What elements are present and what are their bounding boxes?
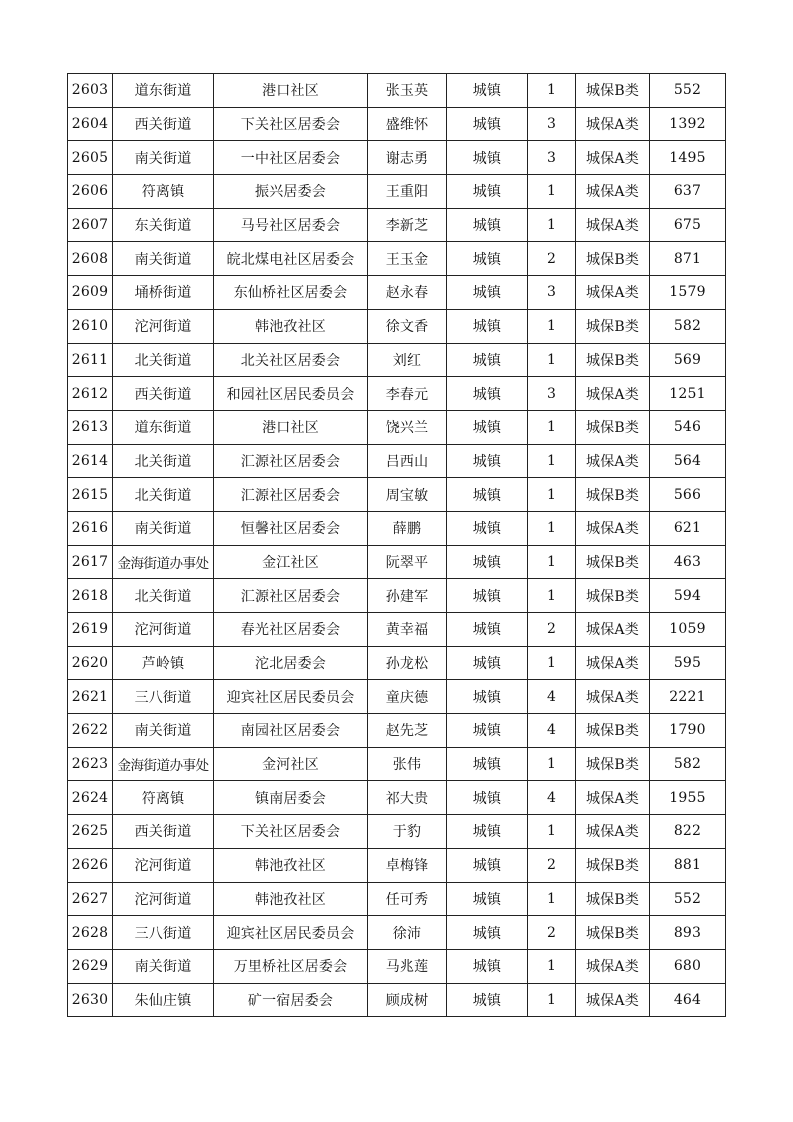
household-count-cell: 2	[528, 916, 576, 950]
household-count-cell: 1	[528, 983, 576, 1017]
street-cell: 南关街道	[113, 511, 214, 545]
amount-cell: 680	[650, 949, 726, 983]
table-row	[68, 175, 726, 209]
street-cell: 道东街道	[113, 410, 214, 444]
street-cell: 符离镇	[113, 175, 214, 209]
table-row	[68, 276, 726, 310]
table-row	[68, 545, 726, 579]
household-count-cell: 1	[528, 747, 576, 781]
household-count-cell: 1	[528, 579, 576, 613]
area-type-cell: 城镇	[447, 343, 528, 377]
category-cell: 城保B类	[576, 747, 650, 781]
serial-number-cell: 2619	[68, 613, 113, 647]
street-cell: 北关街道	[113, 343, 214, 377]
area-type-cell: 城镇	[447, 377, 528, 411]
street-cell: 西关街道	[113, 815, 214, 849]
household-count-cell: 3	[528, 276, 576, 310]
table-row	[68, 107, 726, 141]
serial-number-cell: 2617	[68, 545, 113, 579]
serial-number-cell: 2610	[68, 309, 113, 343]
community-cell: 恒馨社区居委会	[214, 511, 368, 545]
category-cell: 城保A类	[576, 781, 650, 815]
table-row	[68, 815, 726, 849]
table-row	[68, 74, 726, 108]
street-cell: 沱河街道	[113, 309, 214, 343]
street-cell: 沱河街道	[113, 613, 214, 647]
amount-cell: 463	[650, 545, 726, 579]
table-row	[68, 141, 726, 175]
amount-cell: 582	[650, 747, 726, 781]
recipient-name-cell: 任可秀	[368, 882, 447, 916]
recipient-name-cell: 阮翠平	[368, 545, 447, 579]
recipient-name-cell: 张玉英	[368, 74, 447, 108]
table-row	[68, 983, 726, 1017]
area-type-cell: 城镇	[447, 680, 528, 714]
community-cell: 迎宾社区居民委员会	[214, 916, 368, 950]
area-type-cell: 城镇	[447, 309, 528, 343]
street-cell: 北关街道	[113, 579, 214, 613]
area-type-cell: 城镇	[447, 74, 528, 108]
table-row	[68, 309, 726, 343]
category-cell: 城保A类	[576, 815, 650, 849]
recipient-name-cell: 黄幸福	[368, 613, 447, 647]
street-cell: 金海街道办事处	[113, 747, 214, 781]
amount-cell: 552	[650, 882, 726, 916]
amount-cell: 881	[650, 848, 726, 882]
amount-cell: 582	[650, 309, 726, 343]
area-type-cell: 城镇	[447, 916, 528, 950]
amount-cell: 546	[650, 410, 726, 444]
community-cell: 港口社区	[214, 74, 368, 108]
street-cell: 埇桥街道	[113, 276, 214, 310]
table-row	[68, 511, 726, 545]
household-count-cell: 1	[528, 309, 576, 343]
area-type-cell: 城镇	[447, 983, 528, 1017]
serial-number-cell: 2605	[68, 141, 113, 175]
street-cell: 符离镇	[113, 781, 214, 815]
household-count-cell: 1	[528, 410, 576, 444]
street-cell: 南关街道	[113, 714, 214, 748]
serial-number-cell: 2620	[68, 646, 113, 680]
table-row	[68, 916, 726, 950]
relief-recipients-table	[67, 73, 726, 1017]
area-type-cell: 城镇	[447, 747, 528, 781]
category-cell: 城保A类	[576, 141, 650, 175]
recipient-name-cell: 赵永春	[368, 276, 447, 310]
community-cell: 韩池孜社区	[214, 309, 368, 343]
category-cell: 城保A类	[576, 680, 650, 714]
table-row	[68, 949, 726, 983]
area-type-cell: 城镇	[447, 276, 528, 310]
community-cell: 沱北居委会	[214, 646, 368, 680]
table-row	[68, 377, 726, 411]
category-cell: 城保B类	[576, 242, 650, 276]
household-count-cell: 1	[528, 815, 576, 849]
serial-number-cell: 2621	[68, 680, 113, 714]
category-cell: 城保B类	[576, 714, 650, 748]
street-cell: 西关街道	[113, 377, 214, 411]
recipient-name-cell: 马兆莲	[368, 949, 447, 983]
street-cell: 东关街道	[113, 208, 214, 242]
recipient-name-cell: 王重阳	[368, 175, 447, 209]
serial-number-cell: 2604	[68, 107, 113, 141]
serial-number-cell: 2624	[68, 781, 113, 815]
table-row	[68, 680, 726, 714]
amount-cell: 1059	[650, 613, 726, 647]
category-cell: 城保B类	[576, 848, 650, 882]
amount-cell: 1392	[650, 107, 726, 141]
recipient-name-cell: 于豹	[368, 815, 447, 849]
area-type-cell: 城镇	[447, 175, 528, 209]
community-cell: 下关社区居委会	[214, 815, 368, 849]
amount-cell: 1955	[650, 781, 726, 815]
recipient-name-cell: 徐沛	[368, 916, 447, 950]
community-cell: 万里桥社区居委会	[214, 949, 368, 983]
recipient-name-cell: 谢志勇	[368, 141, 447, 175]
recipient-name-cell: 李新芝	[368, 208, 447, 242]
community-cell: 韩池孜社区	[214, 848, 368, 882]
amount-cell: 566	[650, 478, 726, 512]
serial-number-cell: 2623	[68, 747, 113, 781]
area-type-cell: 城镇	[447, 714, 528, 748]
serial-number-cell: 2626	[68, 848, 113, 882]
community-cell: 迎宾社区居民委员会	[214, 680, 368, 714]
household-count-cell: 4	[528, 680, 576, 714]
amount-cell: 675	[650, 208, 726, 242]
category-cell: 城保A类	[576, 444, 650, 478]
recipient-name-cell: 卓梅锋	[368, 848, 447, 882]
street-cell: 三八街道	[113, 916, 214, 950]
community-cell: 南园社区居委会	[214, 714, 368, 748]
category-cell: 城保A类	[576, 107, 650, 141]
serial-number-cell: 2606	[68, 175, 113, 209]
area-type-cell: 城镇	[447, 410, 528, 444]
community-cell: 汇源社区居委会	[214, 444, 368, 478]
street-cell: 道东街道	[113, 74, 214, 108]
recipient-name-cell: 饶兴兰	[368, 410, 447, 444]
serial-number-cell: 2603	[68, 74, 113, 108]
household-count-cell: 2	[528, 242, 576, 276]
category-cell: 城保A类	[576, 276, 650, 310]
recipient-name-cell: 徐文香	[368, 309, 447, 343]
recipient-name-cell: 周宝敏	[368, 478, 447, 512]
serial-number-cell: 2608	[68, 242, 113, 276]
street-cell: 南关街道	[113, 949, 214, 983]
recipient-name-cell: 李春元	[368, 377, 447, 411]
community-cell: 金河社区	[214, 747, 368, 781]
amount-cell: 1251	[650, 377, 726, 411]
amount-cell: 464	[650, 983, 726, 1017]
serial-number-cell: 2618	[68, 579, 113, 613]
area-type-cell: 城镇	[447, 815, 528, 849]
community-cell: 汇源社区居委会	[214, 478, 368, 512]
community-cell: 下关社区居委会	[214, 107, 368, 141]
household-count-cell: 4	[528, 714, 576, 748]
serial-number-cell: 2622	[68, 714, 113, 748]
table-row	[68, 747, 726, 781]
street-cell: 沱河街道	[113, 882, 214, 916]
household-count-cell: 4	[528, 781, 576, 815]
recipient-name-cell: 薛鹏	[368, 511, 447, 545]
community-cell: 皖北煤电社区居委会	[214, 242, 368, 276]
table-row	[68, 646, 726, 680]
category-cell: 城保A类	[576, 377, 650, 411]
amount-cell: 569	[650, 343, 726, 377]
category-cell: 城保A类	[576, 175, 650, 209]
household-count-cell: 2	[528, 613, 576, 647]
amount-cell: 594	[650, 579, 726, 613]
household-count-cell: 1	[528, 511, 576, 545]
amount-cell: 1495	[650, 141, 726, 175]
community-cell: 北关社区居委会	[214, 343, 368, 377]
recipient-name-cell: 孙建军	[368, 579, 447, 613]
community-cell: 振兴居委会	[214, 175, 368, 209]
category-cell: 城保B类	[576, 74, 650, 108]
table-row	[68, 410, 726, 444]
community-cell: 韩池孜社区	[214, 882, 368, 916]
household-count-cell: 1	[528, 208, 576, 242]
table-row	[68, 714, 726, 748]
household-count-cell: 1	[528, 646, 576, 680]
recipient-name-cell: 刘红	[368, 343, 447, 377]
area-type-cell: 城镇	[447, 545, 528, 579]
community-cell: 春光社区居委会	[214, 613, 368, 647]
area-type-cell: 城镇	[447, 141, 528, 175]
area-type-cell: 城镇	[447, 781, 528, 815]
table-row	[68, 882, 726, 916]
category-cell: 城保B类	[576, 478, 650, 512]
serial-number-cell: 2628	[68, 916, 113, 950]
amount-cell: 564	[650, 444, 726, 478]
community-cell: 镇南居委会	[214, 781, 368, 815]
serial-number-cell: 2613	[68, 410, 113, 444]
area-type-cell: 城镇	[447, 949, 528, 983]
recipient-name-cell: 张伟	[368, 747, 447, 781]
category-cell: 城保B类	[576, 882, 650, 916]
household-count-cell: 2	[528, 848, 576, 882]
category-cell: 城保B类	[576, 410, 650, 444]
community-cell: 港口社区	[214, 410, 368, 444]
amount-cell: 595	[650, 646, 726, 680]
street-cell: 沱河街道	[113, 848, 214, 882]
amount-cell: 637	[650, 175, 726, 209]
serial-number-cell: 2609	[68, 276, 113, 310]
serial-number-cell: 2630	[68, 983, 113, 1017]
area-type-cell: 城镇	[447, 579, 528, 613]
recipient-name-cell: 顾成树	[368, 983, 447, 1017]
serial-number-cell: 2614	[68, 444, 113, 478]
serial-number-cell: 2616	[68, 511, 113, 545]
household-count-cell: 1	[528, 74, 576, 108]
amount-cell: 1579	[650, 276, 726, 310]
street-cell: 金海街道办事处	[113, 545, 214, 579]
community-cell: 马号社区居委会	[214, 208, 368, 242]
household-count-cell: 1	[528, 882, 576, 916]
amount-cell: 2221	[650, 680, 726, 714]
category-cell: 城保B类	[576, 343, 650, 377]
serial-number-cell: 2625	[68, 815, 113, 849]
area-type-cell: 城镇	[447, 646, 528, 680]
recipient-name-cell: 赵先芝	[368, 714, 447, 748]
category-cell: 城保A类	[576, 613, 650, 647]
category-cell: 城保A类	[576, 646, 650, 680]
recipient-name-cell: 童庆德	[368, 680, 447, 714]
table-row	[68, 613, 726, 647]
area-type-cell: 城镇	[447, 208, 528, 242]
area-type-cell: 城镇	[447, 107, 528, 141]
amount-cell: 621	[650, 511, 726, 545]
area-type-cell: 城镇	[447, 848, 528, 882]
area-type-cell: 城镇	[447, 444, 528, 478]
area-type-cell: 城镇	[447, 613, 528, 647]
serial-number-cell: 2627	[68, 882, 113, 916]
area-type-cell: 城镇	[447, 242, 528, 276]
amount-cell: 871	[650, 242, 726, 276]
community-cell: 金江社区	[214, 545, 368, 579]
household-count-cell: 1	[528, 949, 576, 983]
recipient-name-cell: 盛维怀	[368, 107, 447, 141]
street-cell: 北关街道	[113, 478, 214, 512]
street-cell: 朱仙庄镇	[113, 983, 214, 1017]
table-row	[68, 208, 726, 242]
table-row	[68, 478, 726, 512]
community-cell: 矿一宿居委会	[214, 983, 368, 1017]
area-type-cell: 城镇	[447, 882, 528, 916]
recipient-name-cell: 吕西山	[368, 444, 447, 478]
table-body	[68, 74, 726, 1017]
category-cell: 城保B类	[576, 545, 650, 579]
street-cell: 三八街道	[113, 680, 214, 714]
amount-cell: 822	[650, 815, 726, 849]
area-type-cell: 城镇	[447, 478, 528, 512]
category-cell: 城保B类	[576, 579, 650, 613]
street-cell: 北关街道	[113, 444, 214, 478]
community-cell: 东仙桥社区居委会	[214, 276, 368, 310]
recipient-name-cell: 孙龙松	[368, 646, 447, 680]
street-cell: 芦岭镇	[113, 646, 214, 680]
category-cell: 城保A类	[576, 983, 650, 1017]
table-row	[68, 579, 726, 613]
table-row	[68, 848, 726, 882]
area-type-cell: 城镇	[447, 511, 528, 545]
household-count-cell: 1	[528, 545, 576, 579]
table-row	[68, 444, 726, 478]
category-cell: 城保A类	[576, 208, 650, 242]
serial-number-cell: 2629	[68, 949, 113, 983]
household-count-cell: 3	[528, 377, 576, 411]
community-cell: 和园社区居民委员会	[214, 377, 368, 411]
household-count-cell: 1	[528, 444, 576, 478]
category-cell: 城保B类	[576, 309, 650, 343]
table-row	[68, 781, 726, 815]
household-count-cell: 1	[528, 175, 576, 209]
amount-cell: 1790	[650, 714, 726, 748]
recipient-name-cell: 王玉金	[368, 242, 447, 276]
community-cell: 汇源社区居委会	[214, 579, 368, 613]
household-count-cell: 3	[528, 141, 576, 175]
serial-number-cell: 2612	[68, 377, 113, 411]
street-cell: 南关街道	[113, 141, 214, 175]
serial-number-cell: 2607	[68, 208, 113, 242]
street-cell: 西关街道	[113, 107, 214, 141]
category-cell: 城保B类	[576, 916, 650, 950]
amount-cell: 893	[650, 916, 726, 950]
household-count-cell: 3	[528, 107, 576, 141]
community-cell: 一中社区居委会	[214, 141, 368, 175]
serial-number-cell: 2611	[68, 343, 113, 377]
recipient-name-cell: 祁大贵	[368, 781, 447, 815]
category-cell: 城保A类	[576, 949, 650, 983]
household-count-cell: 1	[528, 478, 576, 512]
household-count-cell: 1	[528, 343, 576, 377]
serial-number-cell: 2615	[68, 478, 113, 512]
category-cell: 城保A类	[576, 511, 650, 545]
table-row	[68, 242, 726, 276]
street-cell: 南关街道	[113, 242, 214, 276]
table-row	[68, 343, 726, 377]
amount-cell: 552	[650, 74, 726, 108]
